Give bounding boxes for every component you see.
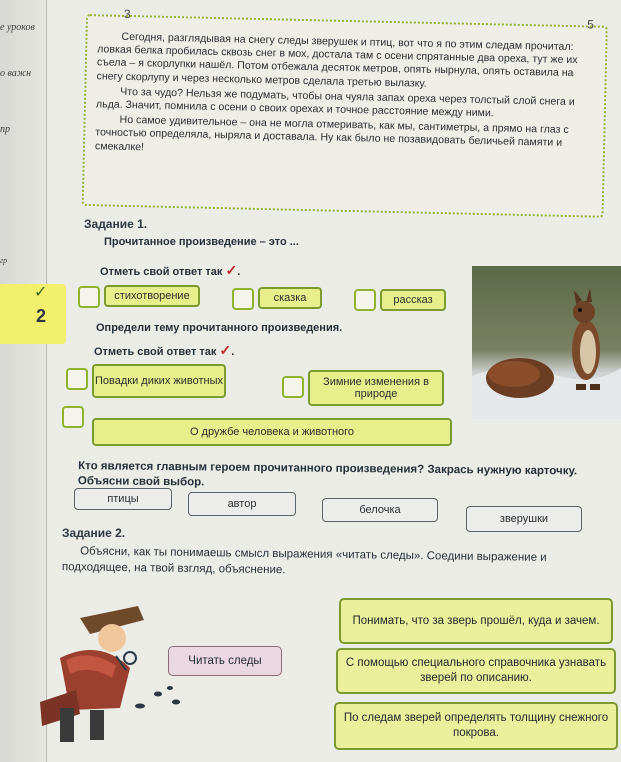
- checkbox-friendship[interactable]: [62, 406, 84, 428]
- phrase-read-tracks[interactable]: Читать следы: [168, 646, 282, 676]
- task2-title: Задание 2.: [62, 526, 126, 540]
- task-number-tab: [0, 284, 66, 344]
- story-paragraph-3: Но самое удивительное – она не могла отмеривать, как мы, сантиметры, а прямо на глаз с точностью определяла, ныряла и доставала. Ну как было не позавидовать беличьей памяти и смекалке!: [94, 114, 569, 153]
- task1-title: Задание 1.: [84, 217, 148, 231]
- task1-question-genre: Прочитанное произведение – это ...: [104, 236, 299, 248]
- hero-option-squirrel[interactable]: белочка: [322, 498, 438, 522]
- margin-text-3: пр: [0, 124, 10, 135]
- checkbox-winter-changes[interactable]: [282, 376, 304, 398]
- mark-prompt-text-2: Отметь свой ответ так: [94, 346, 217, 358]
- task1-question-hero: Кто является главным героем прочитанного произведения? Закрась нужную карточку. Объясни свой выбор.: [77, 460, 578, 489]
- story-paragraph-2: Что за чудо? Нельзя же подумать, чтобы она чуяла запах ореха через толстый слой снега и льда. Значит, помнила с осени о своих орехах и точное расстояние между ними.: [95, 85, 575, 120]
- mark-prompt-text: Отметь свой ответ так: [100, 266, 223, 278]
- checkbox-animal-habits[interactable]: [66, 368, 88, 390]
- page-number-right: 5: [587, 17, 595, 32]
- option-animal-habits[interactable]: Повадки диких животных: [92, 364, 226, 398]
- task2-instruction: Объясни, как ты понимаешь смысл выражения «читать следы». Соедини выражение и подходящее, на твой взгляд, объяснение.: [61, 545, 547, 577]
- mark-prompt-1: Отметь свой ответ так ✓.: [100, 262, 241, 278]
- mark-prompt-2: Отметь свой ответ так ✓.: [94, 342, 235, 358]
- story-text-box: [82, 6, 608, 218]
- task-number: 2: [36, 306, 47, 326]
- option-story[interactable]: рассказ: [380, 289, 446, 311]
- red-check-icon-2: ✓: [219, 342, 232, 358]
- margin-text-2: о важн: [0, 68, 32, 79]
- answer-snow-depth[interactable]: По следам зверей определять толщину снежного покрова.: [334, 702, 618, 750]
- task1-question-theme: Определи тему прочитанного произведения.: [96, 322, 343, 334]
- checkbox-fairytale[interactable]: [232, 288, 254, 310]
- checkbox-poem[interactable]: [78, 286, 100, 308]
- margin-text-1: е уроков: [0, 22, 35, 33]
- red-check-icon: ✓: [225, 262, 238, 278]
- answer-who-passed[interactable]: Понимать, что за зверь прошёл, куда и зачем.: [339, 598, 613, 644]
- option-poem[interactable]: стихотворение: [104, 285, 200, 307]
- hero-option-birds[interactable]: птицы: [74, 488, 172, 510]
- squirrel-photo: [472, 266, 621, 419]
- answer-reference-book[interactable]: С помощью специального справочника узнавать зверей по описанию.: [336, 648, 616, 694]
- option-friendship[interactable]: О дружбе человека и животного: [92, 418, 452, 446]
- option-winter-changes[interactable]: Зимние изменения в природе: [308, 370, 444, 406]
- option-fairytale[interactable]: сказка: [258, 287, 322, 309]
- hero-option-critters[interactable]: зверушки: [466, 506, 582, 532]
- story-paragraph-1: Сегодня, разглядывая на снегу следы зверушек и птиц, вот что я по этим следам прочитал: ловкая белка пробилась сквозь снег в мох, достала там с осени спрятанные два ореха, тут же их съела – я скорлупки нашёл. Потом отбежала десяток метров, опять нырнула, опять оставила на снегу скорлупу и через несколько метров сделала третью вылазку.: [96, 30, 578, 90]
- tab-check-icon: ✓: [34, 284, 48, 301]
- checkbox-story[interactable]: [354, 289, 376, 311]
- hero-option-author[interactable]: автор: [188, 492, 296, 516]
- margin-text-4: гр: [0, 256, 8, 265]
- page-number-left: 3: [123, 6, 131, 22]
